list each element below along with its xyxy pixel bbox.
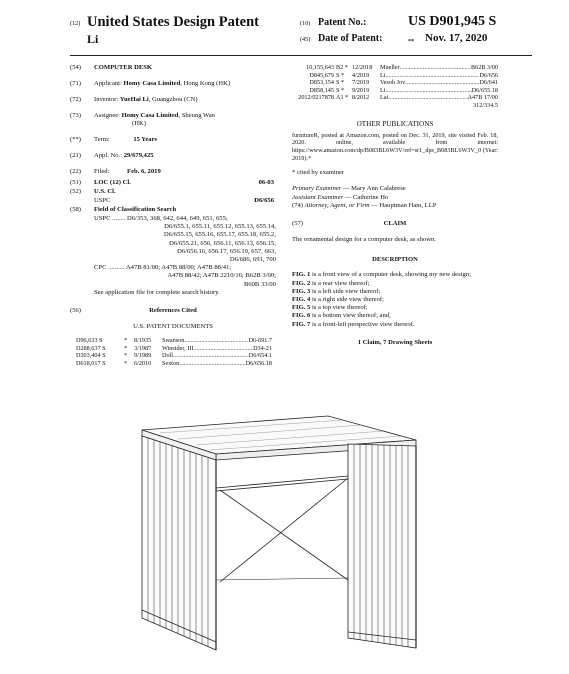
claim-heading-row: (57) CLAIM xyxy=(292,220,498,236)
cross-brace xyxy=(216,476,348,582)
reference-row: D858,145 S * 9/2019 Li ..... D6/655.18 xyxy=(292,87,498,95)
field-term: (**) Term: 15 Years xyxy=(70,136,158,143)
left-column xyxy=(70,64,276,368)
figure-description: FIG. 7 is a front-left perspective view thereof. xyxy=(292,320,415,328)
inventor-name: YueHai Li xyxy=(119,96,149,103)
patent-header xyxy=(70,14,530,50)
date-of-patent-label: Date of Patent: xyxy=(318,33,383,44)
field-71: (71) Applicant: Homy Casa Limited, Hong Kong (HK) xyxy=(70,80,231,87)
assignee-name: Homy Casa Limited xyxy=(121,112,179,119)
reference-row: D845,679 S * 4/2019 Li ..... D6/656 xyxy=(292,72,498,80)
filing-date: Feb. 6, 2019 xyxy=(127,168,161,175)
field-56: (56) References Cited xyxy=(70,307,197,315)
right-column xyxy=(292,64,498,347)
applicant-name: Homy Casa Limited xyxy=(123,80,181,87)
inventor-surname: Li xyxy=(87,32,99,46)
attorney: (74) Attorney, Agent, or Firm — Hauptman Ham, LLP xyxy=(292,201,437,209)
references-left xyxy=(70,337,272,367)
reference-row: 2012/0217878 A1 * 8/2012 Lai ..... A47B 17/00 xyxy=(292,94,498,102)
other-publications-heading: OTHER PUBLICATIONS xyxy=(356,119,434,128)
uspc-row: USPC D6/656 xyxy=(94,197,274,204)
references-right xyxy=(292,64,498,110)
field-58: (58) Field of Classification Search xyxy=(70,206,177,213)
header-rule xyxy=(70,55,532,56)
figure-description: FIG. 6 is a bottom view thereof; and, xyxy=(292,312,391,320)
patent-number-label: Patent No.: xyxy=(318,17,367,28)
reference-row: D303,404 S * 9/1989 Doll ..... D6/654.1 xyxy=(76,352,272,360)
primary-examiner: Primary Examiner — Mary Ann Calabrese xyxy=(292,185,406,193)
reference-row: D96,633 S * 8/1935 Swanson ..... D6-691.7 xyxy=(76,337,272,345)
figure-description: FIG. 3 is a left side view thereof; xyxy=(292,287,381,295)
cited-by-examiner: * cited by examiner xyxy=(292,169,345,177)
field-22: (22) Filed: Feb. 6, 2019 xyxy=(70,168,161,175)
loc-class: 06-03 xyxy=(258,179,274,186)
description-heading: DESCRIPTION xyxy=(372,256,418,264)
field-21: (21) Appl. No.: 29/679,425 xyxy=(70,152,154,159)
reference-row: D288,637 S * 3/1987 Winsider, III ..... D34-21 xyxy=(76,345,272,353)
desk-drawing xyxy=(120,410,440,670)
figure-descriptions xyxy=(292,271,498,328)
kind-code: (12) xyxy=(70,20,81,27)
date-stars: ** xyxy=(408,38,415,45)
assistant-examiner: Assistant Examiner — Catherine Ho xyxy=(292,193,389,201)
field-51: (51) LOC (12) Cl. 06-03 xyxy=(70,179,274,186)
search-history-note: See application file for complete search history. xyxy=(94,288,220,296)
figure-description: FIG. 4 is a right side view thereof; xyxy=(292,295,384,303)
claim-text: The ornamental design for a computer desk, as shown. xyxy=(292,235,436,243)
drawing-sheets-count: 1 Claim, 7 Drawing Sheets xyxy=(357,338,433,346)
patno-code: (10) xyxy=(300,20,311,27)
right-side-panel xyxy=(348,444,416,648)
other-publications-text: furnitureR, posted at Amazon.com, posted on Dec. 31, 2019, site visited Feb. 18, 2020. online, available from internet: https://www.amazon.com/dp/B083BL6W3V/ref=sr1_dps_B083BL6W3V_0 (Year: 2019).* xyxy=(292,131,498,162)
left-side-panel xyxy=(142,436,216,650)
classification-lines: USPC ........ D6/353, 368, 642, 644, 649, 651, 655; D6/655.1, 655.11, 655.12, 655.13, 655.14, D6/655.15, 655.16, 655.17, 655.18, 655.2, D6/655.21, 656, 656.11, 656.13, 656.15, D6/656.16, 656.17, 656.19, 657, 663, D6/686, 691, 700 CPC .......... A47B 81/00; A47B 88/00; A47B 88/41; A47B 88/42; A47B 2210/16; B62B 3/00; B60B 33/00 xyxy=(94,215,276,288)
application-number: 29/679,425 xyxy=(123,152,154,159)
reference-row: D618,017 S * 6/2010 Sexton ..... D6/656.18 xyxy=(76,360,272,368)
date-of-patent: Nov. 17, 2020 xyxy=(425,32,488,44)
claim-heading: CLAIM xyxy=(383,219,407,227)
date-code: (45) xyxy=(300,36,311,43)
reference-row: 10,155,643 B2 * 12/2018 Mueller ..... B62B 3/00 xyxy=(292,64,498,72)
figure-description: FIG. 5 is a top view thereof; xyxy=(292,304,368,312)
field-54: (54) COMPUTER DESK xyxy=(70,64,153,71)
field-52: (52) U.S. Cl. xyxy=(70,188,116,195)
patent-number: US D901,945 S xyxy=(408,14,497,29)
reference-continuation: 312/334.5 xyxy=(473,101,498,109)
field-72: (72) Inventor: YueHai Li, Guangzhou (CN) xyxy=(70,96,198,103)
uspc-class: D6/656 xyxy=(254,197,274,204)
design-title: COMPUTER DESK xyxy=(94,64,153,71)
figure-description: FIG. 1 is a front view of a computer desk, showing my new design; xyxy=(292,271,471,279)
document-kind-title: United States Design Patent xyxy=(87,14,259,30)
reference-row: D853,154 S * 7/2019 Vesoh Jov ..... D6/641 xyxy=(292,79,498,87)
figure-description: FIG. 2 is a rear view thereof; xyxy=(292,279,370,287)
field-73: (73) Assignee: Homy Casa Limited, Sheung Wan (HK) xyxy=(70,112,215,128)
us-patent-docs-heading: U.S. PATENT DOCUMENTS xyxy=(133,323,213,331)
